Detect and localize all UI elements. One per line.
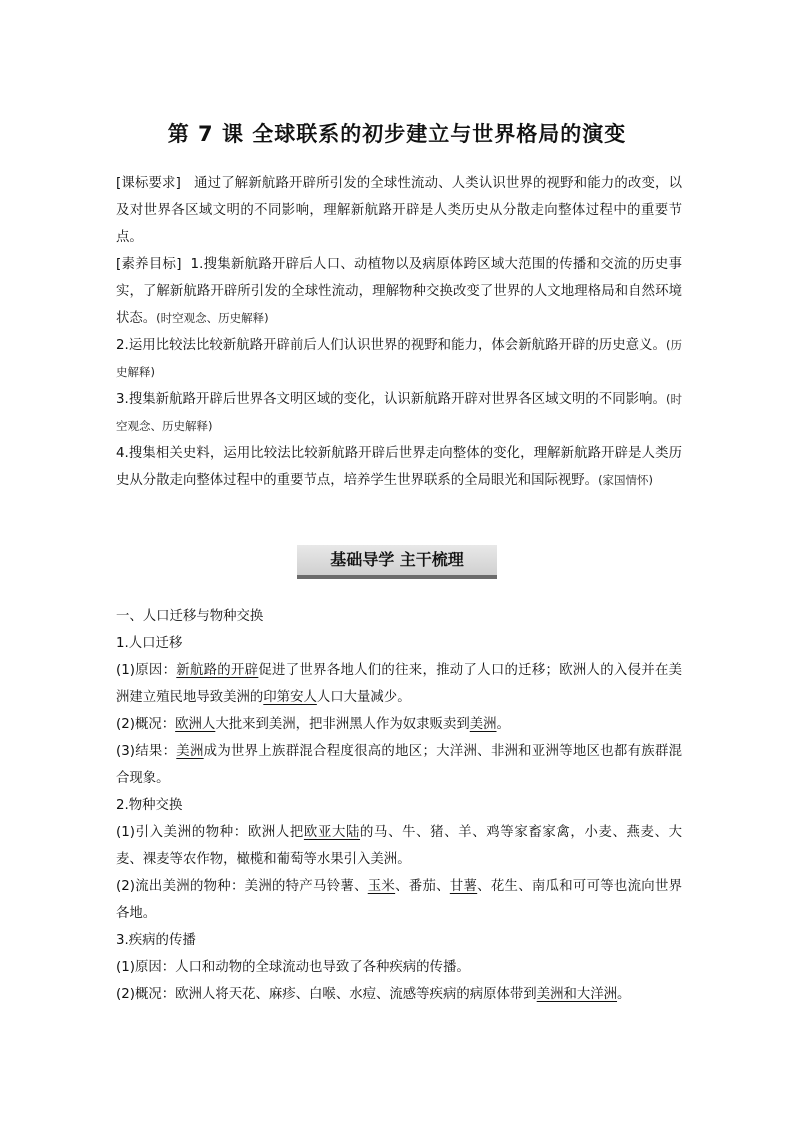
- p5-text-b: 、番茄、: [395, 879, 450, 894]
- p2-text-b: 大批来到美洲，把非洲黑人作为奴隶贩卖到: [215, 717, 470, 732]
- goal-1-note: (时空观念、历史解释): [156, 311, 269, 325]
- goal-1-text: 1.搜集新航路开辟后人口、动植物以及病原体跨区域大范围的传播和交流的历史事实，了解新航路开辟所引发的全球性流动，理解物种交换改变了世界的人文地理格局和自然环境状态。: [116, 257, 683, 326]
- requirements-text: 通过了解新航路开辟所引发的全球性流动、人类认识世界的视野和能力的改变，以及对世界各区域文明的不同影响，理解新航路开辟是人类历史从分散走向整体过程中的重要节点。: [116, 176, 682, 245]
- p7-underline-1: 美洲和大洋洲: [536, 987, 618, 1002]
- p3-underline-1: 美洲: [176, 744, 204, 759]
- goals-block: [116, 251, 682, 494]
- subsection-3-title: 3.疾病的传播: [116, 933, 196, 948]
- p4-underline-1: 欧亚大陆: [303, 825, 361, 840]
- subsection-1-title: 1.人口迁移: [116, 636, 183, 651]
- p1-text-a: (1)原因：: [116, 663, 177, 678]
- p5-text-a: (2)流出美洲的物种：美洲的特产马铃薯、: [116, 879, 368, 894]
- goal-3-text: 3.搜集新航路开辟后世界各文明区域的变化，认识新航路开辟对世界各区域文明的不同影响。: [116, 392, 666, 407]
- goal-3-note: (时空观念、历史解释): [116, 392, 682, 433]
- p2-underline-2: 美洲: [469, 717, 497, 732]
- goal-1: [116, 251, 682, 332]
- goal-4-text: 4.搜集相关史料，运用比较法比较新航路开辟后世界走向整体的变化，理解新航路开辟是人类历史从分散走向整体过程中的重要节点，培养学生世界联系的全局眼光和国际视野。: [116, 446, 682, 488]
- paragraph-7: [116, 981, 682, 1008]
- p3-text-a: (3)结果：: [116, 744, 177, 759]
- requirements-label: [课标要求]: [116, 176, 181, 191]
- p1-text-c: 人口大量减少。: [316, 690, 411, 705]
- p5-underline-1: 玉米: [367, 879, 396, 894]
- goal-2-note: (历史解释): [116, 338, 682, 379]
- p3-text-b: 成为世界上族群混合程度很高的地区；大洋洲、非洲和亚洲等地区也都有族群混合现象。: [116, 744, 683, 786]
- paragraph-4: [116, 819, 682, 873]
- p2-underline-1: 欧洲人: [175, 717, 216, 732]
- section-1: [116, 603, 682, 1008]
- goals-label: [素养目标]: [116, 257, 182, 272]
- p7-text-a: (2)概况：欧洲人将天花、麻疹、白喉、水痘、流感等疾病的病原体带到: [116, 987, 537, 1002]
- p5-underline-2: 甘薯: [449, 879, 478, 894]
- section-banner: 基础导学 主干梳理: [297, 545, 497, 579]
- goal-4-note: (家国情怀): [598, 473, 654, 487]
- subsection-2-title: 2.物种交换: [116, 798, 183, 813]
- p2-text-a: (2)概况：: [116, 717, 176, 732]
- p4-text-a: (1)引入美洲的物种：欧洲人把: [116, 825, 304, 840]
- goal-4: [116, 440, 682, 494]
- p5-text-c: 、花生、南瓜和可可等也流向世界各地。: [116, 879, 683, 921]
- paragraph-1: [116, 657, 682, 711]
- paragraph-2: [116, 711, 682, 738]
- paragraph-3: [116, 738, 682, 792]
- p1-underline-1: 新航路的开辟: [176, 663, 259, 678]
- goal-3: [116, 386, 682, 440]
- p1-underline-2: 印第安人: [263, 690, 317, 705]
- goal-2: [116, 332, 682, 386]
- lesson-title: 第 7 课 全球联系的初步建立与世界格局的演变: [167, 122, 627, 146]
- p2-text-c: 。: [496, 717, 510, 732]
- requirements-block: [116, 170, 682, 251]
- paragraph-6: (1)原因：人口和动物的全球流动也导致了各种疾病的传播。: [116, 960, 470, 975]
- p7-text-b: 。: [617, 987, 631, 1002]
- goal-2-text: 2.运用比较法比较新航路开辟前后人们认识世界的视野和能力，体会新航路开辟的历史意义。: [116, 338, 666, 353]
- requirements-paragraph: [116, 170, 682, 251]
- section-1-title: 一、人口迁移与物种交换: [116, 609, 264, 624]
- p4-text-b: 的马、牛、猪、羊、鸡等家畜家禽，小麦、燕麦、大麦、裸麦等农作物，橄榄和葡萄等水果引入美洲。: [116, 825, 683, 867]
- p1-text-b: 促进了世界各地人们的往来，推动了人口的迁移；欧洲人的入侵并在美洲建立殖民地导致美洲的: [116, 663, 683, 705]
- paragraph-5: [116, 873, 682, 927]
